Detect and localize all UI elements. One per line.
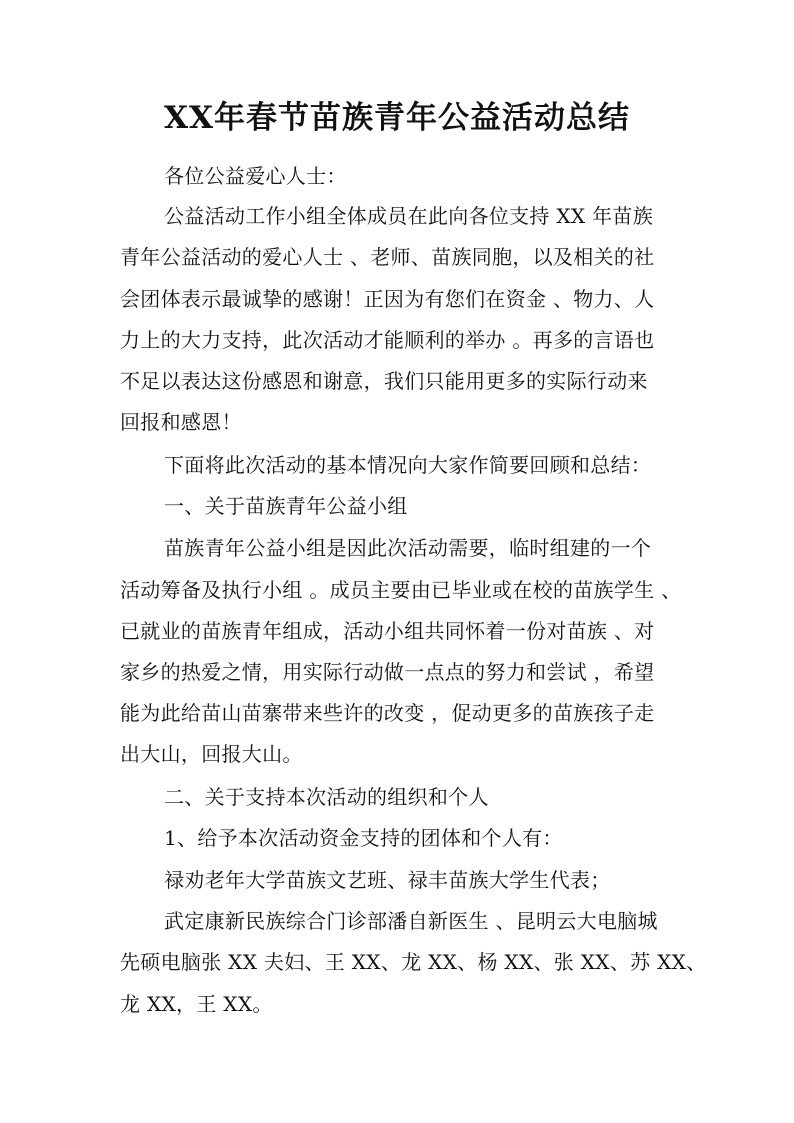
document-title: XX年春节苗族青年公益活动总结	[163, 100, 631, 136]
subsection-heading: 1、给予本次活动资金支持的团体和个人有：	[164, 826, 563, 850]
paragraph-line: 出大山，回报大山。	[120, 742, 303, 766]
paragraph-line: 苗族青年公益小组是因此次活动需要，临时组建的一个	[164, 536, 652, 560]
paragraph-line: 武定康新民族综合门诊部潘自新医生 、昆明云大电脑城	[164, 909, 658, 933]
paragraph-line: 力上的大力支持，此次活动才能顺利的举办 。再多的言语也	[120, 328, 655, 352]
paragraph-line: 龙 XX，王 XX。	[120, 992, 273, 1016]
paragraph-line: 家乡的热爱之情，用实际行动做一点点的努力和尝试 ，希望	[120, 660, 655, 684]
paragraph-line: 回报和感恩！	[120, 410, 242, 434]
section-heading: 一、关于苗族青年公益小组	[164, 494, 408, 518]
paragraph-line: 活动筹备及执行小组 。成员主要由已毕业或在校的苗族学生 、	[120, 578, 682, 602]
paragraph-line: 会团体表示最诚挚的感谢！正因为有您们在资金 、物力、人	[120, 287, 655, 311]
paragraph-line: 先硕电脑张 XX 夫妇、王 XX、龙 XX、杨 XX、张 XX、苏 XX、	[120, 950, 707, 974]
paragraph-line: 禄劝老年大学苗族文艺班、禄丰苗族大学生代表；	[164, 868, 611, 892]
section-heading: 二、关于支持本次活动的组织和个人	[164, 785, 489, 809]
salutation: 各位公益爱心人士：	[164, 164, 347, 188]
paragraph-line: 能为此给苗山苗寨带来些许的改变 ，促动更多的苗族孩子走	[120, 701, 655, 725]
paragraph-line: 下面将此次活动的基本情况向大家作简要回顾和总结：	[164, 453, 652, 477]
paragraph-line: 不足以表达这份感恩和谢意，我们只能用更多的实际行动来	[120, 369, 648, 393]
paragraph-line: 青年公益活动的爱心人士 、老师、苗族同胞，以及相关的社	[120, 245, 655, 269]
paragraph-line: 公益活动工作小组全体成员在此向各位支持 XX 年苗族	[164, 204, 653, 228]
paragraph-line: 已就业的苗族青年组成，活动小组共同怀着一份对苗族 、对	[120, 619, 655, 643]
